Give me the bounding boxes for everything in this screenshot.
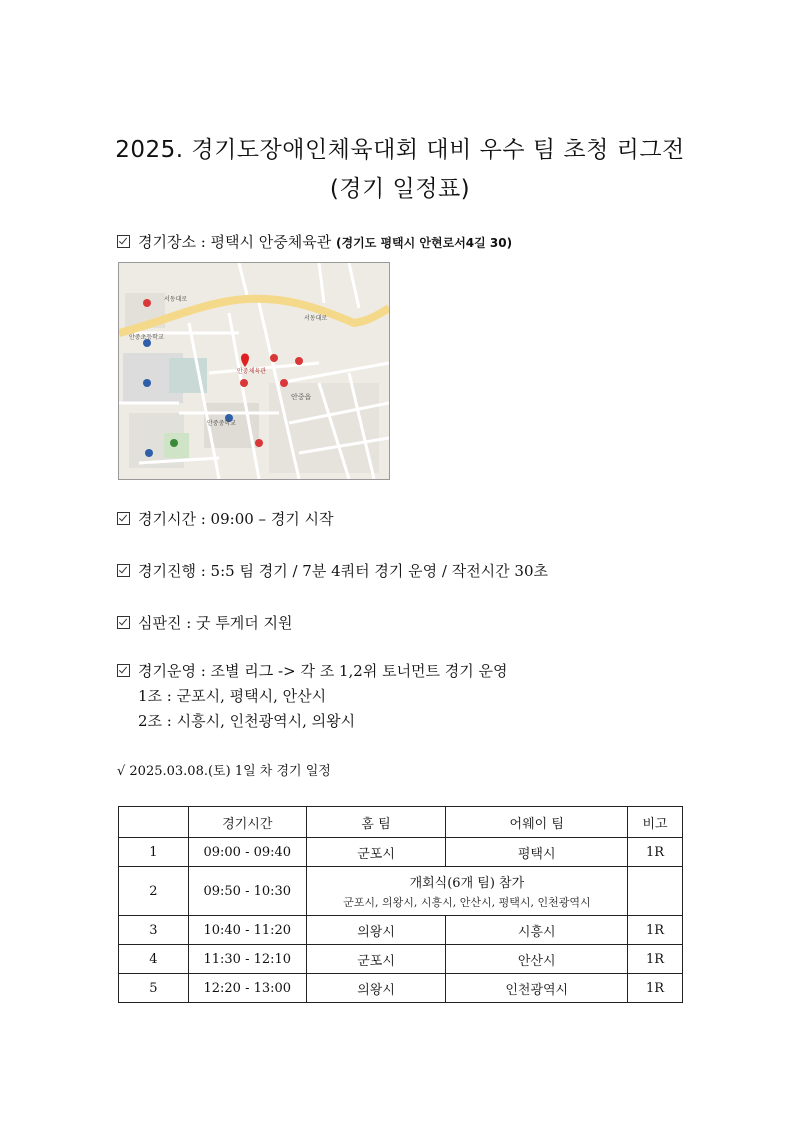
checkbox-icon (117, 616, 130, 629)
map-label: 서동대로 (164, 296, 188, 303)
table-header-row (119, 807, 683, 838)
map-label: 안중초등학교 (129, 334, 164, 341)
day-heading: √ 2025.03.08.(토) 1일 차 경기 일정 (117, 764, 331, 779)
schedule-table (118, 806, 683, 1003)
operation-line: 경기운영 : 조별 리그 -> 각 조 1,2위 토너먼트 경기 운영 (117, 660, 508, 681)
venue-label: 경기장소 : 평택시 안중체육관 (138, 233, 332, 251)
table-row: 1 09:00 - 09:40 군포시 평택시 1R (119, 838, 683, 867)
map-label: 서동대로 (304, 315, 328, 322)
checkbox-icon (117, 235, 130, 248)
header-time: 경기시간 (188, 807, 306, 838)
map-label: 안중중학교 (207, 420, 236, 427)
venue-line (117, 231, 512, 252)
checkbox-icon (117, 664, 130, 677)
document-title: 2025. 경기도장애인체육대회 대비 우수 팀 초청 리그전 (115, 137, 685, 163)
venue-address: (경기도 평택시 안현로서4길 30) (336, 236, 513, 250)
table-row: 2 09:50 - 10:30 개회식(6개 팀) 참가 군포시, 의왕시, 시흥시, 안산시, 평택시, 인천광역시 (119, 867, 683, 916)
opening-ceremony-cell: 개회식(6개 팀) 참가 군포시, 의왕시, 시흥시, 안산시, 평택시, 인천광역시 (306, 867, 627, 916)
table-row: 5 12:20 - 13:00 의왕시 인천광역시 1R (119, 974, 683, 1003)
time-line: 경기시간 : 09:00 – 경기 시작 (117, 508, 334, 529)
group1-line: 1조 : 군포시, 평택시, 안산시 (138, 687, 327, 705)
table-row: 4 11:30 - 12:10 군포시 안산시 1R (119, 945, 683, 974)
header-home: 홈 팀 (306, 807, 446, 838)
checkbox-icon (117, 512, 130, 525)
header-no (119, 807, 189, 838)
venue-map[interactable] (118, 262, 390, 480)
header-note: 비고 (628, 807, 683, 838)
progress-line: 경기진행 : 5:5 팀 경기 / 7분 4쿼터 경기 운영 / 작전시간 30초 (117, 560, 548, 581)
map-label: 안중읍 (291, 393, 312, 401)
map-label: 안중체육관 (237, 368, 266, 375)
table-row: 3 10:40 - 11:20 의왕시 시흥시 1R (119, 916, 683, 945)
document-subtitle: (경기 일정표) (329, 176, 471, 202)
header-away: 어웨이 팀 (446, 807, 628, 838)
group2-line: 2조 : 시흥시, 인천광역시, 의왕시 (138, 712, 356, 730)
referee-line: 심판진 : 굿 투게더 지원 (117, 612, 293, 633)
checkbox-icon (117, 564, 130, 577)
